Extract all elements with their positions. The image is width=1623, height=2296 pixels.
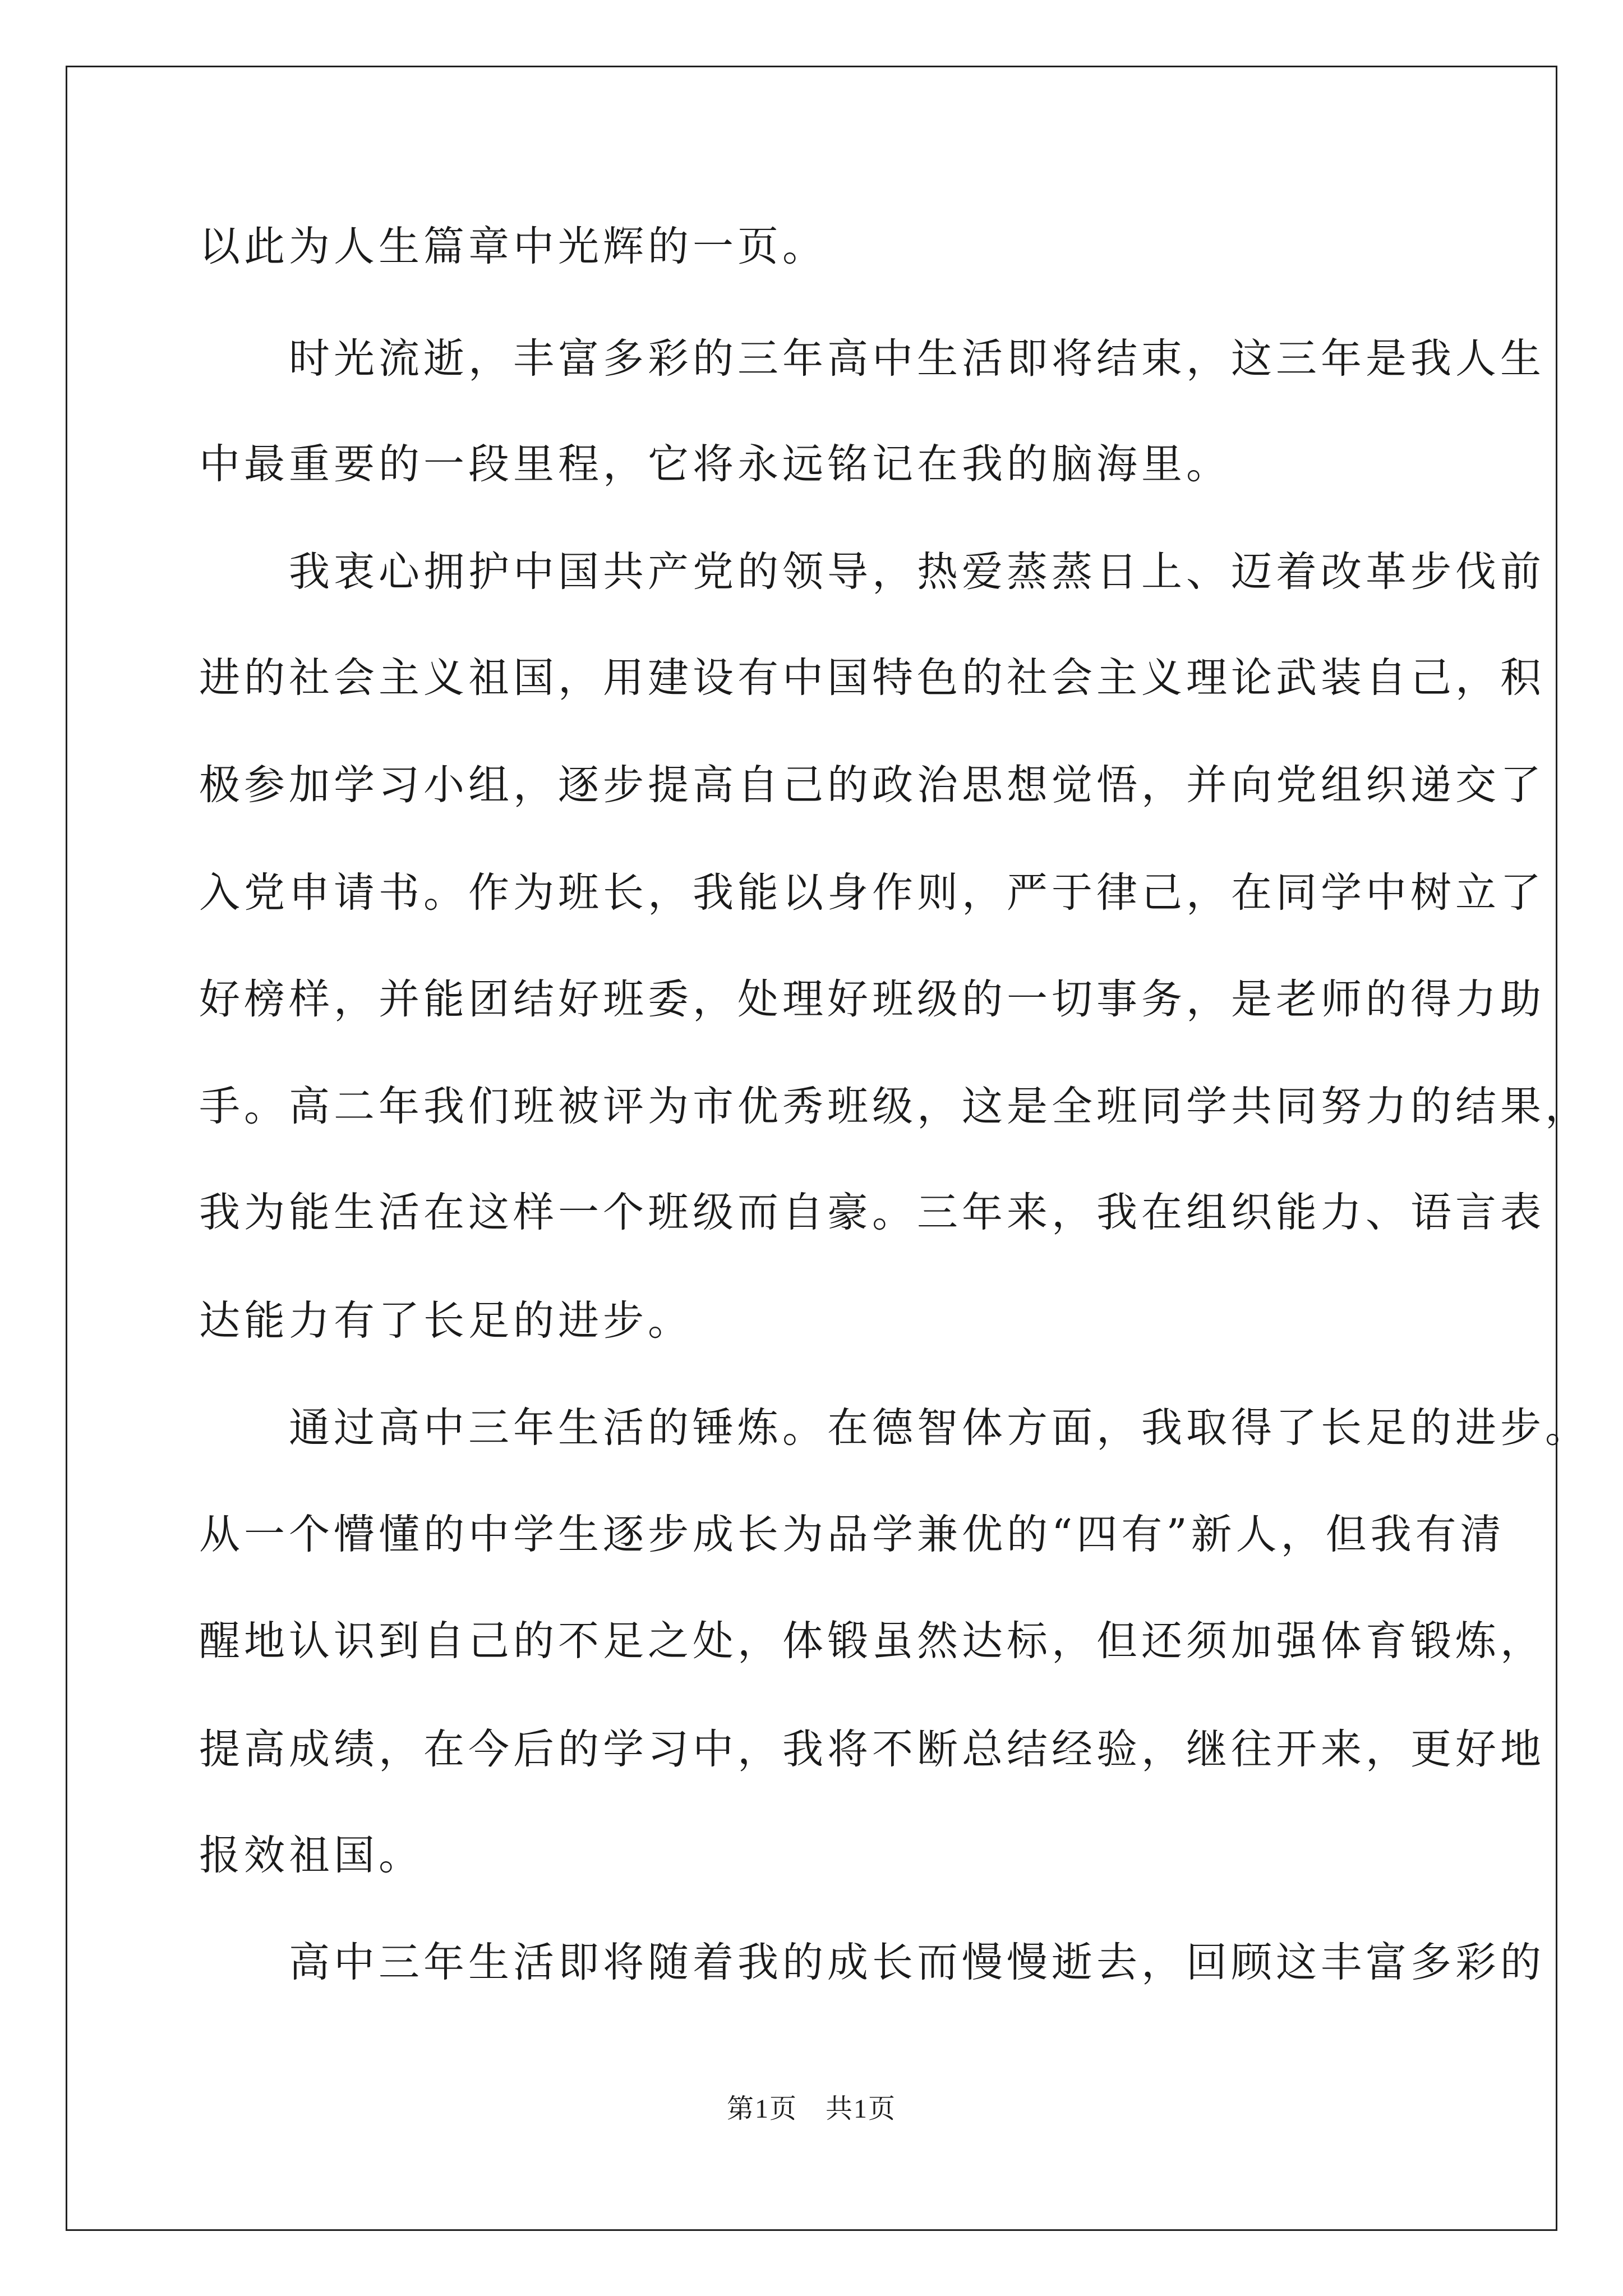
text-line: 好榜样，并能团结好班委，处理好班级的一切事务，是老师的得力助: [199, 976, 1545, 1023]
page-number-footer: 第1页 共1页: [726, 2094, 896, 2124]
text-line: 达能力有了长足的进步。: [199, 1297, 693, 1345]
text-line: 提高成绩，在今后的学习中，我将不断总结经验，继往开来，更好地: [199, 1726, 1545, 1773]
text-line: 时光流逝，丰富多彩的三年高中生活即将结束，这三年是我人生: [199, 335, 1545, 383]
text-line: 进的社会主义祖国，用建设有中国特色的社会主义理论武装自己，积: [199, 654, 1545, 702]
text-line: 从一个懵懂的中学生逐步成长为品学兼优的“四有”新人，但我有清: [199, 1511, 1505, 1558]
text-line: 我衷心拥护中国共产党的领导，热爱蒸蒸日上、迈着改革步伐前: [199, 548, 1545, 596]
text-line: 以此为人生篇章中光辉的一页。: [199, 223, 827, 270]
text-line: 手。高二年我们班被评为市优秀班级，这是全班同学共同努力的结果，: [199, 1083, 1590, 1130]
text-line: 高中三年生活即将随着我的成长而慢慢逝去，回顾这丰富多彩的: [199, 1939, 1545, 1986]
text-line: 通过高中三年生活的锤炼。在德智体方面，我取得了长足的进步。: [199, 1404, 1590, 1452]
text-line: 醒地认识到自己的不足之处，体锻虽然达标，但还须加强体育锻炼，: [199, 1617, 1545, 1665]
text-line: 报效祖国。: [199, 1832, 423, 1879]
text-line: 中最重要的一段里程，它将永远铭记在我的脑海里。: [199, 440, 1231, 488]
page-border: [66, 66, 1557, 2231]
text-line: 极参加学习小组，逐步提高自己的政治思想觉悟，并向党组织递交了: [199, 761, 1545, 809]
text-line: 我为能生活在这样一个班级而自豪。三年来，我在组织能力、语言表: [199, 1189, 1545, 1236]
text-line: 入党申请书。作为班长，我能以身作则，严于律己，在同学中树立了: [199, 869, 1545, 917]
